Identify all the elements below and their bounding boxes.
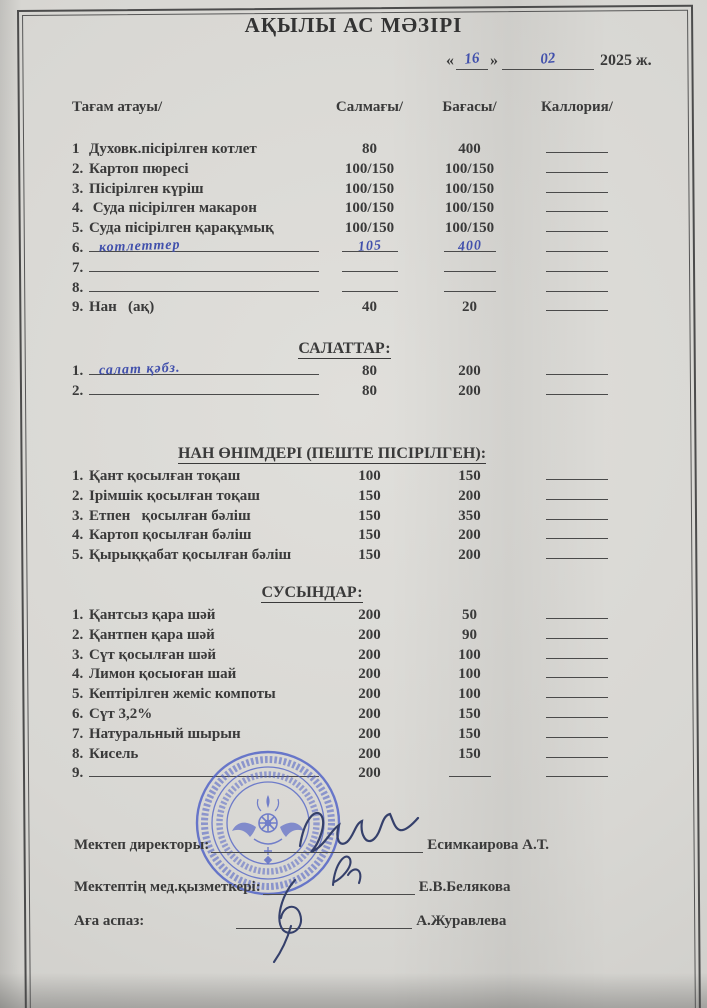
price-value: 200 bbox=[458, 487, 481, 504]
weight-value: 80 bbox=[362, 382, 377, 399]
table-row bbox=[72, 743, 647, 763]
price-value: 150 bbox=[458, 705, 481, 722]
calories-blank-line bbox=[546, 178, 608, 193]
calories-blank-line bbox=[546, 505, 608, 520]
row-number: 4. bbox=[72, 666, 84, 683]
calories-blank-line bbox=[546, 762, 608, 777]
date-year: 2025 ж. bbox=[600, 52, 652, 69]
table-row bbox=[72, 604, 647, 624]
table-row bbox=[72, 544, 647, 564]
table-row bbox=[72, 683, 647, 703]
dish-name: Етпен қосылған бәліш bbox=[89, 507, 251, 524]
calories-blank-line bbox=[546, 723, 608, 738]
name-blank-line bbox=[89, 277, 319, 292]
date-open-quote: « bbox=[446, 52, 454, 69]
row-number: 2. bbox=[72, 382, 84, 399]
table-row bbox=[72, 465, 647, 485]
signature-label: Мектептің мед.қызметкері: bbox=[74, 879, 261, 895]
calories-blank-line bbox=[546, 544, 608, 559]
price-value: 100/150 bbox=[444, 160, 495, 177]
row-number: 3. bbox=[72, 180, 84, 197]
weight-value: 200 bbox=[358, 666, 381, 683]
calories-blank-line bbox=[546, 663, 608, 678]
col-header-name: Тағам атауы/ bbox=[72, 99, 163, 115]
page-title: АҚЫЛЫ АС МӘЗІРІ bbox=[244, 13, 463, 37]
price-value: 100 bbox=[458, 686, 481, 703]
price-value: 20 bbox=[462, 299, 477, 316]
weight-value: 100 bbox=[358, 468, 381, 484]
weight-value: 80 bbox=[362, 141, 377, 157]
weight-value: 100/150 bbox=[344, 160, 395, 177]
row-number: 2. bbox=[72, 487, 84, 504]
table-row bbox=[72, 505, 647, 525]
date-close-quote: » bbox=[490, 52, 498, 69]
salads-heading: САЛАТТАР: bbox=[298, 340, 391, 357]
drinks-section bbox=[72, 604, 647, 782]
price-value: 100 bbox=[458, 666, 481, 683]
table-row bbox=[72, 217, 647, 237]
calories-blank-line bbox=[546, 624, 608, 639]
weight-value: 200 bbox=[358, 607, 381, 623]
price-blank-line bbox=[449, 762, 491, 777]
table-row bbox=[72, 197, 647, 217]
bread-heading: НАН ӨНІМДЕРІ (ПЕШТЕ ПІСІРІЛГЕН): bbox=[177, 445, 487, 462]
signer-name: А.Журавлева bbox=[416, 913, 507, 929]
calories-blank-line bbox=[546, 644, 608, 659]
dish-name: Қантпен қара шәй bbox=[89, 626, 215, 643]
calories-blank-line bbox=[546, 197, 608, 212]
table-row bbox=[72, 723, 647, 743]
calories-blank-line bbox=[546, 257, 608, 272]
calories-blank-line bbox=[546, 524, 608, 539]
calories-blank-line bbox=[546, 485, 608, 500]
row-number: 1. bbox=[72, 363, 84, 379]
table-row bbox=[72, 644, 647, 664]
row-number: 4. bbox=[72, 200, 84, 217]
calories-blank-line bbox=[546, 703, 608, 718]
row-number: 1 bbox=[72, 141, 80, 157]
date-month-blank bbox=[502, 50, 594, 70]
row-number: 4. bbox=[72, 527, 84, 544]
dish-name: Духовк.пісірілген котлет bbox=[89, 141, 257, 157]
weight-value: 200 bbox=[358, 646, 381, 663]
weight-blank-line bbox=[342, 257, 398, 272]
signature-row-senior-cook bbox=[74, 912, 649, 930]
col-header-price: Бағасы/ bbox=[442, 99, 497, 115]
dish-name: Нан (ақ) bbox=[89, 299, 155, 316]
calories-blank-line bbox=[546, 683, 608, 698]
table-row bbox=[72, 178, 647, 198]
row-number: 9. bbox=[72, 765, 84, 782]
price-value: 100/150 bbox=[444, 200, 495, 217]
weight-value: 80 bbox=[362, 363, 377, 379]
price-value: 150 bbox=[458, 468, 481, 484]
dish-name: Ірімшік қосылған тоқаш bbox=[89, 487, 260, 504]
table-row bbox=[72, 703, 647, 723]
calories-blank-line bbox=[546, 296, 608, 311]
row-number: 8. bbox=[72, 745, 84, 762]
table-row bbox=[72, 158, 647, 178]
weight-blank-line bbox=[342, 277, 398, 292]
dish-name: Кептірілген жеміс компоты bbox=[89, 686, 276, 703]
table-row bbox=[72, 524, 647, 544]
weight-value: 40 bbox=[362, 299, 377, 316]
table-row-blank bbox=[72, 380, 647, 400]
table-row bbox=[72, 663, 647, 683]
table-row bbox=[72, 138, 647, 158]
price-value: 200 bbox=[458, 547, 481, 564]
row-number: 5. bbox=[72, 547, 84, 564]
signer-name: Е.В.Белякова bbox=[418, 879, 511, 895]
price-value: 200 bbox=[458, 363, 481, 379]
weight-value: 200 bbox=[358, 725, 381, 742]
signature-label: Мектеп директоры: bbox=[74, 837, 210, 853]
handwritten-month: 02 bbox=[539, 50, 557, 68]
row-number: 2. bbox=[72, 160, 84, 177]
table-row-blank bbox=[72, 277, 647, 297]
name-blank-line bbox=[89, 380, 319, 395]
row-number: 8. bbox=[72, 279, 84, 296]
table-row-blank bbox=[72, 762, 647, 782]
price-value: 350 bbox=[458, 507, 481, 524]
drinks-heading: СУСЫНДАР: bbox=[261, 584, 363, 601]
weight-value: 100/150 bbox=[344, 200, 395, 217]
row-number: 5. bbox=[72, 686, 84, 703]
weight-value: 200 bbox=[358, 626, 381, 643]
row-number: 5. bbox=[72, 220, 84, 237]
dish-name: Картоп пюресі bbox=[89, 160, 189, 177]
row-number: 3. bbox=[72, 646, 84, 663]
table-row bbox=[72, 296, 647, 316]
weight-value: 100/150 bbox=[344, 220, 395, 237]
dish-name: Сүт 3,2% bbox=[89, 705, 153, 722]
weight-value: 200 bbox=[358, 765, 381, 782]
row-number: 2. bbox=[72, 626, 84, 643]
weight-value: 100/150 bbox=[344, 180, 395, 197]
dish-name: Натуральный шырын bbox=[89, 725, 241, 742]
dish-name: Кисель bbox=[89, 745, 139, 762]
price-value: 90 bbox=[462, 626, 477, 643]
table-row-blank bbox=[72, 257, 647, 277]
handwritten-day: 16 bbox=[463, 50, 481, 68]
dish-name: Қантсыз қара шәй bbox=[89, 607, 216, 623]
col-header-calories: Каллория/ bbox=[541, 99, 613, 115]
calories-blank-line bbox=[546, 217, 608, 232]
price-blank-line bbox=[444, 257, 496, 272]
handwritten-price: 400 bbox=[456, 238, 482, 255]
senior-cook-signature-icon bbox=[261, 876, 327, 966]
dish-name: Лимон қосыоған шай bbox=[89, 666, 237, 683]
column-headers bbox=[72, 99, 647, 116]
table-row bbox=[72, 624, 647, 644]
table-row-handwritten bbox=[72, 237, 647, 257]
dish-name: Суда пісірілген макарон bbox=[89, 200, 257, 217]
price-value: 150 bbox=[458, 725, 481, 742]
calories-blank-line bbox=[546, 237, 608, 252]
calories-blank-line bbox=[546, 604, 608, 619]
weight-value: 150 bbox=[358, 547, 381, 564]
calories-blank-line bbox=[546, 743, 608, 758]
weight-value: 150 bbox=[358, 527, 381, 544]
price-value: 100 bbox=[458, 646, 481, 663]
calories-blank-line bbox=[546, 138, 608, 153]
medical-worker-signature-icon bbox=[321, 845, 375, 895]
calories-blank-line bbox=[546, 277, 608, 292]
price-value: 150 bbox=[458, 745, 481, 762]
dish-name: Суда пісірілген қарақұмық bbox=[89, 220, 274, 237]
row-number: 1. bbox=[72, 607, 84, 623]
price-value: 100/150 bbox=[444, 220, 495, 237]
calories-blank-line bbox=[546, 465, 608, 480]
price-value: 200 bbox=[458, 527, 481, 544]
dish-name: Пісірілген күріш bbox=[89, 180, 204, 197]
calories-blank-line bbox=[546, 380, 608, 395]
signer-name: Есимкаирова А.Т. bbox=[427, 837, 550, 853]
price-value: 50 bbox=[462, 607, 477, 623]
date-line bbox=[446, 52, 652, 70]
calories-blank-line bbox=[546, 360, 608, 375]
weight-value: 200 bbox=[358, 705, 381, 722]
row-number: 7. bbox=[72, 259, 84, 276]
signature-label: Аға аспаз: bbox=[74, 913, 145, 929]
handwritten-dish-name: салат қәбз. bbox=[98, 360, 181, 379]
date-day-blank bbox=[456, 50, 488, 70]
handwritten-dish-name: котлеттер bbox=[98, 237, 181, 256]
table-row-handwritten bbox=[72, 360, 647, 380]
name-blank-line bbox=[89, 257, 319, 272]
weight-value: 200 bbox=[358, 686, 381, 703]
bread-section bbox=[72, 465, 647, 564]
row-number: 6. bbox=[72, 239, 84, 256]
col-header-weight: Салмағы/ bbox=[335, 99, 404, 115]
row-number: 7. bbox=[72, 725, 84, 742]
price-value: 100/150 bbox=[444, 180, 495, 197]
row-number: 3. bbox=[72, 507, 84, 524]
dish-name: Қырыққабат қосылған бәліш bbox=[89, 547, 292, 564]
dish-name: Қант қосылған тоқаш bbox=[89, 468, 241, 484]
row-number: 9. bbox=[72, 299, 84, 316]
row-number: 1. bbox=[72, 468, 84, 484]
price-value: 400 bbox=[458, 141, 481, 157]
table-row bbox=[72, 485, 647, 505]
price-blank-line bbox=[444, 277, 496, 292]
price-value: 200 bbox=[458, 382, 481, 399]
salads-section bbox=[72, 360, 647, 400]
dish-name: Сүт қосылған шәй bbox=[89, 646, 217, 663]
handwritten-weight: 105 bbox=[356, 238, 382, 255]
row-number: 6. bbox=[72, 705, 84, 722]
weight-value: 200 bbox=[358, 745, 381, 762]
dish-name: Картоп қосылған бәліш bbox=[89, 527, 252, 544]
weight-value: 150 bbox=[358, 507, 381, 524]
calories-blank-line bbox=[546, 158, 608, 173]
main-dishes-section bbox=[72, 138, 647, 316]
weight-value: 150 bbox=[358, 487, 381, 504]
